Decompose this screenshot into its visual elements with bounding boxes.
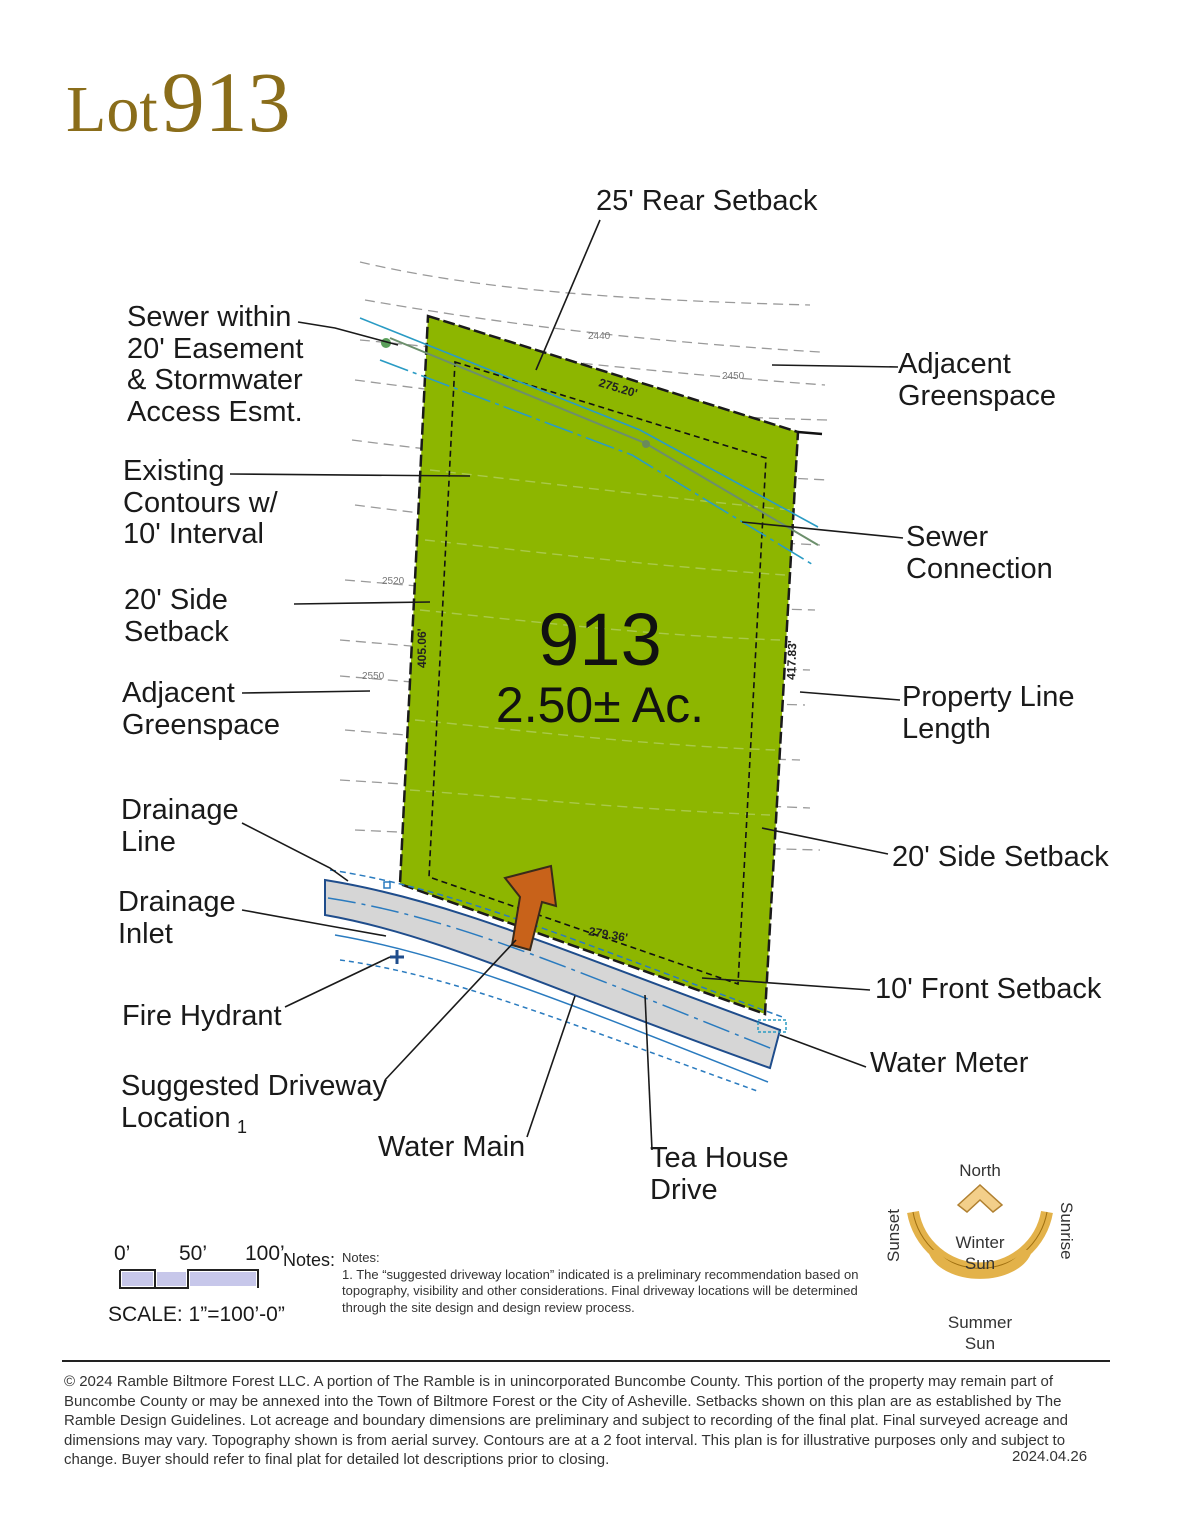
rear-dimension: 275.20': [597, 375, 640, 401]
compass-summer-sun-label: Summer Sun: [947, 1313, 1013, 1353]
north-arrow-icon: [958, 1185, 1002, 1212]
note-1: 1. The “suggested driveway location” indicated is a preliminary recommendation based on topography, visibility and other considerations. Final driveway locations will be determined through the site design and design review process.: [342, 1266, 859, 1315]
left-dimension: 405.06': [415, 628, 429, 668]
compass-sunset-label: Sunset: [884, 1209, 903, 1262]
notes-block: [342, 1250, 862, 1316]
right-dimension: 417.83': [784, 640, 800, 681]
footer-divider: [62, 1360, 1110, 1362]
compass-sunrise-label: Sunrise: [1057, 1202, 1076, 1260]
footer-disclaimer: © 2024 Ramble Biltmore Forest LLC. A portion of The Ramble is in unincorporated Buncombe County. This portion of the property may remain part of Buncombe County or may be annexed into the Town of Biltmore Forest or the City of Asheville. Setbacks shown on this plan are as established by The Ramble Design Guidelines. Lot acreage and boundary dimensions are preliminary and subject to recording of the final plat. Final surveyed acreage and dimensions may vary. Topography shown is from aerial survey. Contours are at a 2 foot interval. This plan is for illustrative purposes only and subject to change. Buyer should refer to final plat for detailed lot descriptions prior to closing.: [64, 1373, 1068, 1468]
scale-tick-0: 0’: [114, 1242, 131, 1265]
scale-tick-100: 100’: [245, 1242, 285, 1265]
label-side-setback-right: 20' Side Setback: [892, 841, 1109, 873]
label-drainage-inlet: Drainage Inlet: [118, 886, 236, 950]
notes-subheading: Notes:: [342, 1250, 380, 1265]
drainage-inlet-icon: [384, 882, 390, 888]
label-drainage-line: Drainage Line: [121, 794, 239, 858]
label-sewer-easement: Sewer within 20' Easement & Stormwater Access Esmt.: [127, 301, 304, 428]
scale-tick-50: 50’: [179, 1242, 208, 1265]
label-existing-contours: Existing Contours w/ 10' Interval: [123, 455, 278, 550]
lot-number: 913: [538, 598, 662, 681]
label-water-meter: Water Meter: [870, 1047, 1029, 1079]
compass-winter-sun-label: Winter Sun: [955, 1233, 1005, 1273]
label-tea-house-drive: Tea House Drive: [650, 1142, 789, 1206]
sewer-connection-icon: [642, 440, 650, 448]
label-front-setback: 10' Front Setback: [875, 973, 1102, 1005]
label-driveway-footnote: 1: [237, 1117, 248, 1137]
label-water-main: Water Main: [378, 1131, 526, 1163]
lot-acreage: 2.50± Ac.: [495, 677, 705, 733]
contour-label: 2520: [382, 576, 405, 587]
label-property-line-length: Property Line Length: [902, 681, 1075, 745]
page-title: Lot 913: [66, 54, 291, 150]
scale-text: SCALE: 1”=100’-0”: [108, 1303, 285, 1326]
label-rear-setback: 25' Rear Setback: [596, 185, 818, 217]
compass-north-label: North: [959, 1161, 1001, 1180]
label-adjacent-greenspace-left: Adjacent Greenspace: [122, 677, 280, 741]
label-side-setback-left: 20' Side Setback: [124, 584, 229, 648]
front-dimension: 279.36': [587, 924, 629, 945]
footer-date: 2024.04.26: [1012, 1448, 1088, 1465]
notes-heading: Notes:: [283, 1250, 336, 1270]
contour-label: 2450: [722, 371, 745, 382]
contour-label: 2440: [588, 331, 611, 342]
label-suggested-driveway: Suggested Driveway Location: [121, 1070, 387, 1134]
contour-label: 2550: [362, 671, 385, 682]
label-adjacent-greenspace-right: Adjacent Greenspace: [898, 348, 1056, 412]
fire-hydrant-icon: [390, 950, 404, 964]
label-fire-hydrant: Fire Hydrant: [122, 1000, 282, 1032]
label-sewer-connection: Sewer Connection: [906, 521, 1053, 585]
